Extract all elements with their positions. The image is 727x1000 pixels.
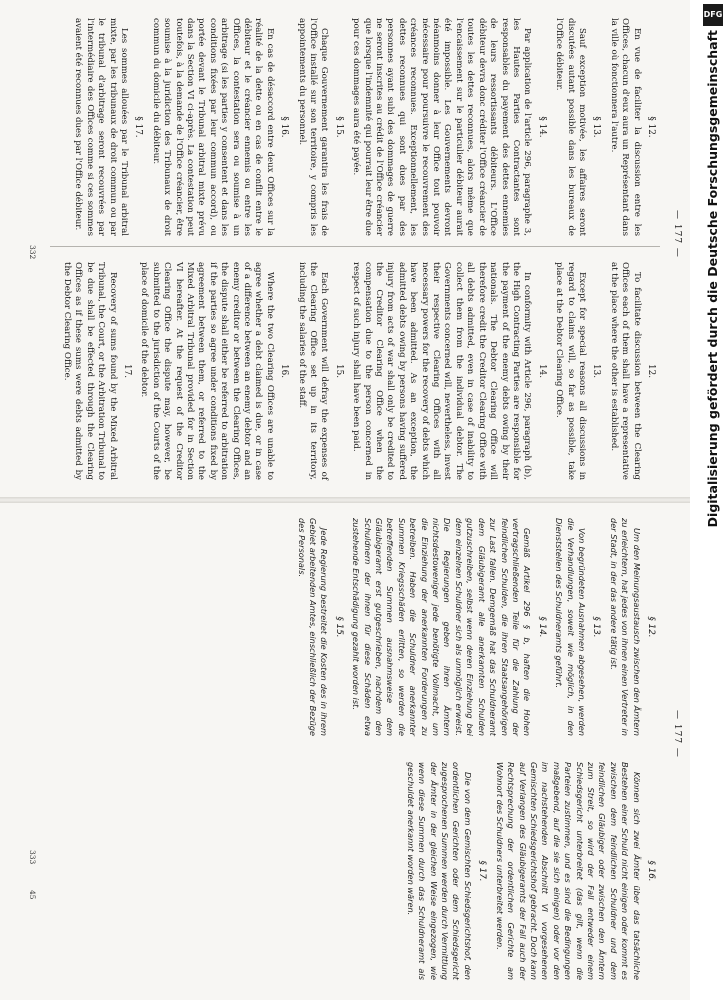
section-heading: § 15. [333, 116, 344, 138]
left-page-number: — 177 — [672, 210, 682, 258]
section-heading: § 12. [646, 116, 656, 138]
section-paragraph: Sauf exception motivée, les affaires seront discutées autant possible dans les bureaux de l'Office débiteur. [554, 18, 587, 236]
section-paragraph: Um den Meinungsaustausch zwischen den Ämtern zu erleichtern, hat jedes von ihnen einen Vertreter in der Stadt, in der das andere tätig ist. [608, 518, 642, 736]
section-paragraph: En cas de désaccord entre deux Offices sur la réalité de la dette ou en cas de conflit entre le débiteur et le créancier ennemis ou entre les Offices, la contestation sera ou soumise à un arbitrage (si les parties y consentent et dans les conditions fixées par leur commun accord), ou portée devant le Tribunal arbitral mixte prévu dans la Section VI ci-après. La contestation peut toutefois, à la demande de l'Office créancier, être soumise à la juridiction des Tribunaux de droit commun du domicile du débiteur. [150, 18, 275, 236]
section-heading: § 15. [333, 616, 344, 638]
section-paragraph: To facilitate discussion between the Clearing Offices each of them shall have a representative at the place where the other is established. [608, 262, 642, 480]
section-heading: § 13. [591, 116, 602, 138]
section-paragraph: Können sich zwei Ämter über das tatsächliche Bestehen einer Schuld nicht einigen oder kommt es zwischen dem feindlichen Schuldner und dem feindlichen Gläubiger oder zwischen den Ämtern zum Streit, so wird der Fall entweder einem Schiedsgericht unterbreitet (das gilt, wenn die Parteien zustimmen, und es sind die Bedingungen maßgebend, auf die sie sich einigen) oder vor den im nachstehenden Abschnitt VI vorgesehenen Gemischten Schiedsgerichtshof gebracht. Doch kann auf Verlangen des Gläubigeramts der Fall auch der Rechtsprechung der ordentlichen Gerichte am Wohnort des Schuldners unterbreitet werden. [494, 762, 642, 980]
section-heading: 14. [536, 364, 547, 378]
right-page-german-column-2 [402, 762, 662, 980]
section-paragraph: Gemäß Artikel 296 § b, haften die Hohen vertragschließenden Teile für die Zahlung der feindlichen Schulden, die ihren Staatsangehörigen zur Last fallen. Demgemäß hat das Schuldneramt dem Gläubigeramt alle anerkannten Schulden gutzuschreiben, selbst wenn deren Einziehung bei dem einzelnen Schuldner sich als unmöglich erweist. Die Regierungen geben ihren Ämtern nichtsdestoweniger jede benötigte Vollmacht, um die Einziehung der anerkannten Forderungen zu betreiben. Haben die Schuldner anerkannter Summen Kriegsschäden erlitten, so werden die betreffenden Summen ausnahmsweise dem Gläubigeramt erst gutgeschrieben, nachdem den Schuldnern der ihnen für diese Schäden etwa zustehende Entschädigung gezahlt worden ist. [351, 518, 533, 736]
right-page-footer-number: 333 [28, 850, 37, 865]
section-heading: § 14. [536, 116, 547, 138]
section-heading: 13. [591, 364, 602, 378]
right-page-german-column-1 [293, 518, 662, 736]
left-page [0, 0, 690, 500]
column-divider [50, 246, 660, 247]
section-paragraph: Par application de l'article 296, paragraphe 3, les Hautes Parties Contractantes sont responsables du payement des dettes ennemies de leurs ressortissants débiteurs. L'Office débiteur devra donc créditer l'Office créancier de toutes les dettes reconnues, alors même que l'encaissement sur le particulier débiteur aurait été impossible. Les Gouvernements devront néanmoins donner à leur Office tout pouvoir nécessaire pour poursuivre le recouvrement des créances reconnues. Exceptionnellement, les dettes reconnues qui sont dues par des personnes ayant subi des dommages de guerre ne seront inscrites au crédit de l'Office créancier que lorsque l'indemnité qui pourrait leur être due pour ces dommages aura été payée. [351, 18, 533, 236]
right-page-number: — 177 — [672, 710, 682, 758]
section-heading: 17. [121, 364, 132, 378]
section-paragraph: Except for special reasons all discussions in regard to claims will, so far as possible, take place at the Debtor Clearing Office. [554, 262, 587, 480]
section-paragraph: Die von dem Gemischten Schiedsgerichtshof, den ordentlichen Gerichten oder dem Schiedsgericht zugesprochenen Summen werden durch Vermittlung der Ämter in der gleichen Weise eingezogen, wie wenn diese Summen durch das Schuldneramt als geschuldet anerkannt worden wären. [405, 762, 473, 980]
section-paragraph: Each Government will defray the expenses of the Clearing Office set up in its territory, including the salaries of the staff. [296, 262, 330, 480]
section-paragraph: Les sommes allouées par le Tribunal arbitral mixte, par les tribunaux de droit commun ou par le tribunal d'arbitrage seront recouvrées par l'intermédiaire des Offices comme si ces sommes avaient été reconnues dues par l'Office débiteur. [73, 18, 129, 236]
left-page-french-column [70, 18, 662, 236]
digitization-side-strip [698, 0, 727, 1000]
section-paragraph: Von begründeten Ausnahmen abgesehen, werden die Verhandlungen, soweit wie möglich, in den Dienststellen des Schuldneramts geführt. [554, 518, 587, 736]
section-heading: 15. [333, 364, 344, 378]
section-paragraph: Jede Regierung bestreitet die Kosten des in ihrem Gebiet arbeitenden Amtes, einschließlich der Bezüge des Personals. [296, 518, 330, 736]
dfg-logo: DFG [703, 4, 723, 26]
section-paragraph: Chaque Gouvernement garantira les frais de l'Office installé sur son territoire, y compris les appointements du personnel. [296, 18, 330, 236]
digitization-credit: Digitalisierung gefördert durch die Deutsche Forschungsgemeinschaft [705, 30, 720, 528]
section-heading: § 17. [477, 860, 488, 882]
left-page-footer-number: 332 [28, 245, 37, 260]
section-heading: § 13. [591, 616, 602, 638]
section-heading: § 16. [279, 116, 290, 138]
section-heading: § 12. [646, 616, 656, 638]
section-paragraph: Where the two Clearing Offices are unable to agree whether a debt claimed is due, or in case of a difference between an enemy debtor and an enemy creditor or between the Clearing Offices, the dispute shall either be referred to arbitration if the parties so agree under conditions fixed by agreement between them, or referred to the Mixed Arbitral Tribunal provided for in Section VI hereafter. At the request of the Creditor Clearing Office the dispute may, however, be submitted to the jurisdiction of the Courts of the place of domicile of the debtor. [139, 262, 275, 480]
right-page-footer-signature: 45 [28, 890, 37, 900]
section-heading: 12. [646, 364, 656, 378]
section-paragraph: Recovery of sums found by the Mixed Arbitral Tribunal, the Court, or the Arbitration Tribunal to be due shall be effected through the Clearing Offices as if these sums were debts admitted by the Debtor Clearing Office. [61, 262, 118, 480]
right-page [0, 500, 690, 1000]
section-paragraph: En vue de faciliter la discussion entre les Offices, chacun d'eux aura un Représentant dans la ville où fonctionnera l'autre. [608, 18, 642, 236]
left-page-english-column [59, 262, 663, 480]
section-heading: § 17. [133, 116, 144, 138]
section-heading: § 16. [646, 860, 656, 882]
section-heading: § 14. [536, 616, 547, 638]
section-heading: 16. [279, 364, 290, 378]
section-paragraph: In conformity with Article 296, paragraph (b), the High Contracting Parties are responsible for the payment of the enemy debts owing by their nationals. The Debtor Clearing Office will therefore credit the Creditor Clearing Office with all debts admitted, even in case of inability to collect them from the individual debtor. The Governments concerned will, nevertheless, invest their respective Clearing Offices with all necessary powers for the recovery of debts which have been admitted. As an exception, the admitted debts owing by persons having suffered injury from acts of war shall only be credited to the Creditor Clearing Office when the compensation due to the person concerned in respect of such injury shall have been paid. [351, 262, 533, 480]
